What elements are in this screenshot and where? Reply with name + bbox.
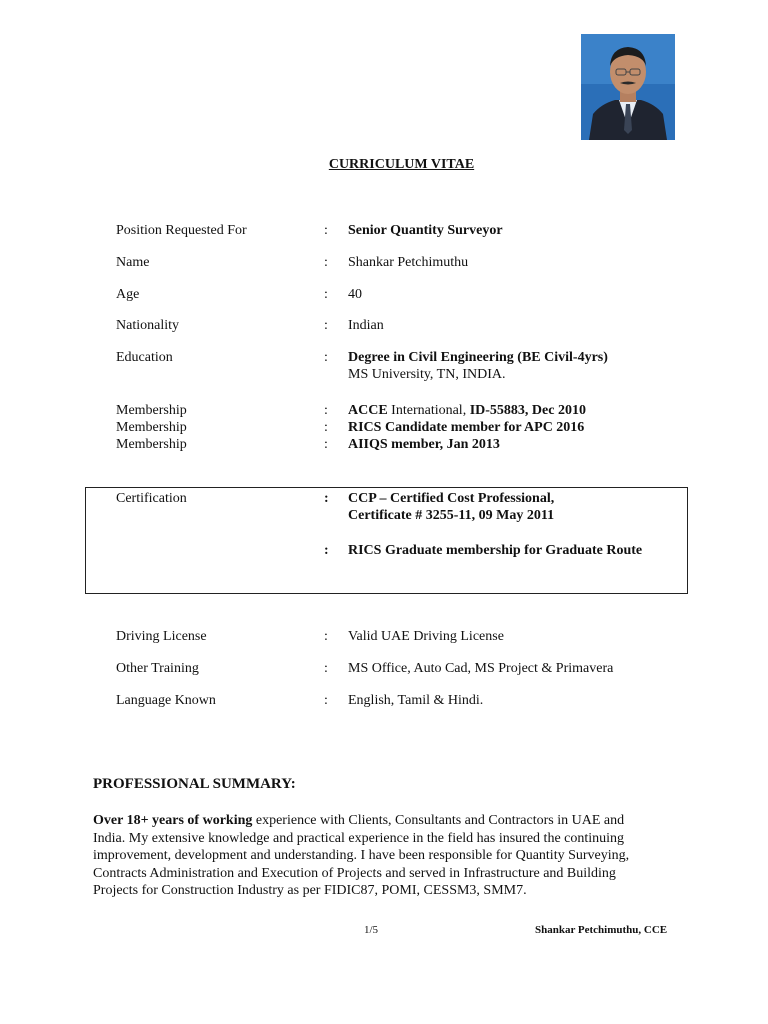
age-colon: : — [324, 287, 328, 302]
driving-value: Valid UAE Driving License — [348, 629, 504, 644]
membership-acce-id: ID-55883, Dec 2010 — [469, 403, 586, 418]
summary-line-3: improvement, development and understanding. I have been responsible for Quantity Surveying, — [93, 848, 630, 863]
membership-value-2: RICS Candidate member for APC 2016 — [348, 420, 585, 435]
summary-bold-lead: Over 18+ years of working — [93, 813, 253, 828]
language-label: Language Known — [116, 693, 216, 708]
membership-label-3: Membership — [116, 437, 187, 452]
certification-rics: RICS Graduate membership for Graduate Route — [348, 543, 643, 558]
certification-colon-2: : — [324, 543, 329, 558]
age-label: Age — [116, 287, 140, 302]
training-colon: : — [324, 661, 328, 676]
education-colon: : — [324, 350, 328, 365]
language-value: English, Tamil & Hindi. — [348, 693, 484, 708]
nationality-colon: : — [324, 318, 328, 333]
language-colon: : — [324, 693, 328, 708]
footer-author: Shankar Petchimuthu, CCE — [535, 924, 668, 936]
certification-colon-1: : — [324, 491, 329, 506]
position-value: Senior Quantity Surveyor — [348, 223, 503, 238]
position-label: Position Requested For — [116, 223, 247, 238]
membership-acce: ACCE — [348, 403, 388, 418]
summary-line-2: India. My extensive knowledge and practical experience in the field has insured the continuing — [93, 830, 625, 846]
profile-photo — [581, 34, 675, 140]
name-value: Shankar Petchimuthu — [348, 255, 469, 270]
nationality-label: Nationality — [116, 318, 179, 333]
membership-colon-2: : — [324, 420, 328, 435]
summary-line-4: Contracts Administration and Execution of Projects and served in Infrastructure and Building — [93, 865, 616, 881]
summary-heading: PROFESSIONAL SUMMARY: — [93, 776, 296, 792]
training-value: MS Office, Auto Cad, MS Project & Primavera — [348, 661, 614, 676]
education-label: Education — [116, 350, 173, 365]
certification-label: Certification — [116, 491, 187, 506]
summary-paragraph — [93, 812, 693, 900]
summary-line-1-rest: experience with Clients, Consultants and Contractors in UAE and — [252, 813, 625, 828]
membership-colon-1: : — [324, 403, 328, 418]
certification-ccp: CCP – Certified Cost Professional, — [348, 491, 555, 506]
page-number: 1/5 — [364, 924, 379, 936]
position-colon: : — [324, 223, 328, 238]
summary-line-1 — [93, 812, 693, 830]
membership-label-2: Membership — [116, 420, 187, 435]
nationality-value: Indian — [348, 318, 384, 333]
membership-colon-3: : — [324, 437, 328, 452]
summary-line-5: Projects for Construction Industry as per FIDIC87, POMI, CESSM3, SMM7. — [93, 883, 527, 898]
driving-colon: : — [324, 629, 328, 644]
age-value: 40 — [348, 287, 362, 302]
education-university: MS University, TN, INDIA. — [348, 367, 506, 382]
driving-label: Driving License — [116, 629, 207, 644]
document-title: CURRICULUM VITAE — [328, 157, 475, 172]
name-colon: : — [324, 255, 328, 270]
membership-label-1: Membership — [116, 403, 187, 418]
membership-value-1 — [348, 402, 586, 419]
certification-ccp-number: Certificate # 3255-11, 09 May 2011 — [348, 508, 555, 523]
membership-international: International, — [387, 403, 470, 418]
membership-value-3: AIIQS member, Jan 2013 — [348, 437, 500, 452]
education-degree: Degree in Civil Engineering (BE Civil-4yrs) — [348, 350, 608, 365]
name-label: Name — [116, 255, 150, 270]
training-label: Other Training — [116, 661, 199, 676]
